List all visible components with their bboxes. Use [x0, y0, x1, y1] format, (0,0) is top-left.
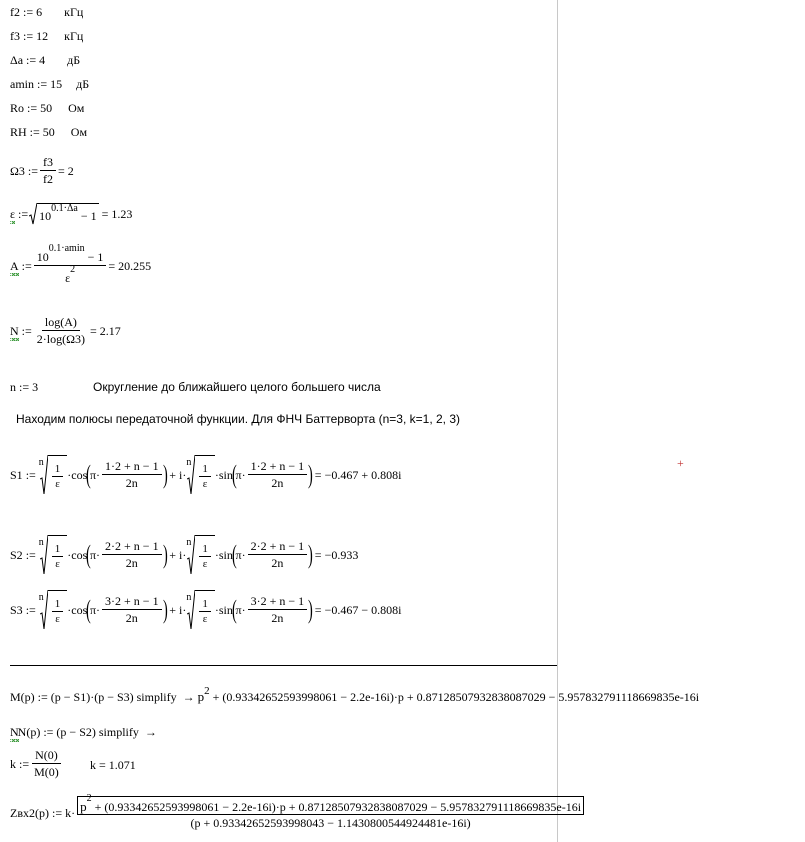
cos-function: cos [71, 468, 88, 482]
root-index: n [38, 592, 44, 603]
N-variable: N [10, 324, 19, 338]
region-k[interactable]: k := $\frac{N(0)}{M(0)}$ [10, 749, 64, 779]
k-result[interactable]: k = 1.071 [90, 758, 136, 772]
cos-function: cos [71, 548, 88, 562]
epsilon-variable: ε [10, 207, 16, 221]
cos-function: cos [71, 603, 88, 617]
region-epsilon[interactable]: ε := 10 $^{0.1\cdot\Delta a}$ − 1 = 1.23 [10, 203, 132, 225]
def-f2[interactable]: f2 := 6 кГц [10, 5, 84, 19]
pole-name: S2 [10, 548, 23, 562]
def-rh[interactable]: RH := 50 Ом [10, 125, 88, 139]
sin-argument-fraction: $\frac{3\cdot 2 + n - 1}{2n}$ [248, 595, 308, 625]
def-amin[interactable]: amin := 15 дБ [10, 77, 90, 91]
sqrt-symbol [40, 535, 68, 575]
one-over-eps: $\frac{1}{\varepsilon}$ [52, 544, 64, 570]
region-Z-input[interactable]: Zвх2(p) := k· $p^2 + (0.93342652593998061 - 2.2e-16i)\cdot p + 0.87128507932838087029$ − 5.9578327911186698​35e-16i (p + 0.93342652593998043 − 1.1430800544924481e-16i) [10, 796, 586, 830]
root-index: n [38, 537, 44, 548]
def-ro[interactable]: Ro := 50 Ом [10, 101, 85, 115]
region-separator [10, 665, 557, 666]
pole-result: = −0.467 + 0.808i [314, 468, 402, 482]
omega3-fraction: $\frac{f3}{f2}$ [40, 156, 56, 186]
N-fraction: $\frac{\log(A)}{2\cdot\log(\Omega 3)}$ [36, 315, 86, 346]
sin-argument-fraction: $\frac{2\cdot 2 + n - 1}{2n}$ [248, 540, 308, 570]
region-pole-s2[interactable]: S2 := n $\frac{1}{\varepsilon}$ · cos ( π · $\frac{2\cdot 2 + n - 1}{2n}$ ) + i· n $\frac{1}{\varepsilon}$ · sin ( π · $\frac{2\cdot 2 + n - 1}{2n}$ ) = −0.933 [10, 535, 358, 575]
insertion-cursor[interactable]: + [677, 456, 684, 470]
region-pole-s3[interactable]: S3 := n $\frac{1}{\varepsilon}$ · cos ( π · $\frac{3\cdot 2 + n - 1}{2n}$ ) + i· n $\frac{1}{\varepsilon}$ · sin ( π · $\frac{3\cdot 2 + n - 1}{2n}$ ) = −0.467 − 0.808i [10, 590, 401, 630]
region-A[interactable]: A := $\frac{10^{0.1\cdot amin} - 1}{\varepsilon^2}$ = 20.255 [10, 243, 152, 285]
one-over-eps: $\frac{1}{\varepsilon}$ [199, 464, 211, 490]
def-delta-a[interactable]: Δa := 4 дБ [10, 53, 81, 67]
sqrt-symbol [187, 455, 215, 495]
sin-argument-fraction: $\frac{1\cdot 2 + n - 1}{2n}$ [248, 460, 308, 490]
pole-result: = −0.933 [314, 548, 359, 562]
cos-argument-fraction: $\frac{3\cdot 2 + n - 1}{2n}$ [102, 595, 162, 625]
root-index: n [38, 457, 44, 468]
text-rounding-comment[interactable]: Округление до ближайшего целого большего числа [93, 380, 381, 394]
N-function-name: N [10, 725, 19, 739]
sqrt-symbol [40, 455, 68, 495]
def-f3[interactable]: f3 := 12 кГц [10, 29, 84, 43]
sin-function: sin [218, 603, 233, 617]
region-omega3[interactable]: Ω3 := $\frac{f3}{f2}$ = 2 [10, 155, 74, 186]
one-over-eps: $\frac{1}{\varepsilon}$ [52, 464, 64, 490]
one-over-eps: $\frac{1}{\varepsilon}$ [199, 599, 211, 625]
region-N-polynomial[interactable]: N N(p) := (p − S2) simplify → [10, 725, 157, 739]
root-index: n [186, 457, 192, 468]
pole-name: S3 [10, 603, 23, 617]
sqrt-symbol [40, 590, 68, 630]
A-fraction: $\frac{10^{0.1\cdot amin} - 1}{\varepsilon^2}$ [34, 247, 107, 285]
page-boundary-line [557, 0, 558, 842]
cos-argument-fraction: $\frac{1\cdot 2 + n - 1}{2n}$ [102, 460, 162, 490]
sin-function: sin [218, 548, 233, 562]
region-pole-s1[interactable]: S1 := n $\frac{1}{\varepsilon}$ · cos ( π · $\frac{1\cdot 2 + n - 1}{2n}$ ) + i· n $\frac{1}{\varepsilon}$ · sin ( π · $\frac{1\cdot 2 + n - 1}{2n}$ ) = −0.467 + 0.808i [10, 455, 401, 495]
text-poles-heading[interactable]: Находим полюсы передаточной функции. Для ФНЧ Баттерворта (n=3, k=1, 2, 3) [16, 412, 461, 426]
N-function-rest: N(p) := (p − S2) simplify [17, 725, 139, 739]
pole-name: S1 [10, 468, 23, 482]
k-fraction: $\frac{N(0)}{M(0)}$ [34, 748, 59, 779]
root-index: n [186, 537, 192, 548]
cos-argument-fraction: $\frac{2\cdot 2 + n - 1}{2n}$ [102, 540, 162, 570]
pole-result: = −0.467 − 0.808i [314, 603, 402, 617]
sin-function: sin [218, 468, 233, 482]
one-over-eps: $\frac{1}{\varepsilon}$ [52, 599, 64, 625]
A-variable: A [10, 259, 19, 273]
region-N[interactable]: N := $\frac{\log(A)}{2\cdot\log(\Omega 3)}$ = 2.17 [10, 315, 121, 346]
region-M-polynomial[interactable]: M(p) := (p − S1)·(p − S3) simplify → p $^2$ + (0.93342652593998061 − 2.2e-16i)·p + 0.87128507932838087029 − 5.9578327911186698​35e-16i [10, 685, 700, 704]
one-over-eps: $\frac{1}{\varepsilon}$ [199, 544, 211, 570]
region-n-definition[interactable]: n := 3 [10, 380, 39, 394]
root-index: n [186, 592, 192, 603]
sqrt-symbol [187, 535, 215, 575]
sqrt-symbol [187, 590, 215, 630]
Z-fraction: $p^2 + (0.93342652593998061 - 2.2e-16i)\cdot p + 0.87128507932838087029$ − 5.9578327911186698​35e-16i (p + 0.93342652593998043 − 1.1430800544924481e-16i) [77, 796, 584, 830]
sqrt-symbol: 10 $^{0.1\cdot\Delta a}$ − 1 [29, 203, 98, 225]
